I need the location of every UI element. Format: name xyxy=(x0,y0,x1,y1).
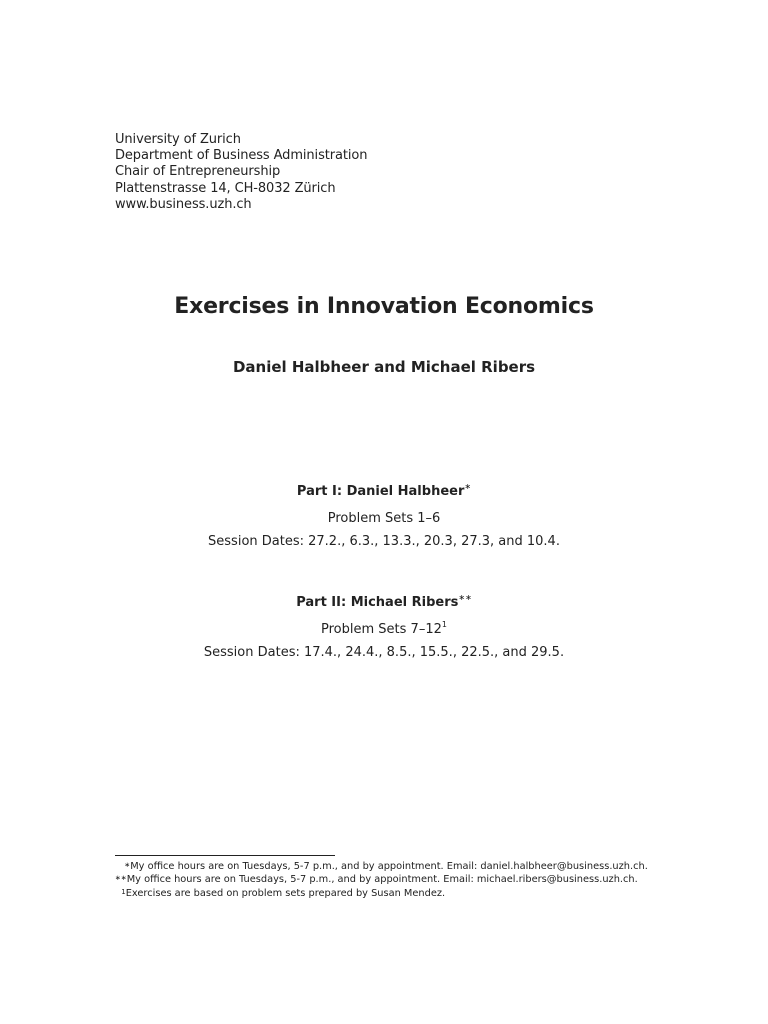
footnote-2-text: My office hours are on Tuesdays, 5-7 p.m., and by appointment. Email: michael.ribers@business.uzh.ch. xyxy=(126,874,638,886)
footnote-2 xyxy=(115,873,648,886)
part-two-problem-sets-text: Problem Sets 7–12 xyxy=(321,622,442,637)
footnote-2-mark: ∗∗ xyxy=(115,874,127,883)
part-one-problem-sets: Problem Sets 1–6 xyxy=(327,511,441,526)
street-address: Plattenstrasse 14, CH-8032 Zürich xyxy=(115,180,336,196)
footnote-3-mark: 1 xyxy=(121,887,126,896)
part-two-footnote-ref: 1 xyxy=(441,620,447,629)
department-name: Department of Business Administration xyxy=(115,148,368,164)
part-two-session-dates: Session Dates: 17.4., 24.4., 8.5., 15.5., 22.5., and 29.5. xyxy=(203,645,565,660)
footnotes xyxy=(115,860,648,900)
part-two-heading-text: Part II: Michael Ribers xyxy=(296,595,459,610)
part-one-footnote-mark: ∗ xyxy=(464,482,472,491)
part-two-section xyxy=(0,595,768,660)
document-authors: Daniel Halbheer and Michael Ribers xyxy=(232,358,536,376)
footnote-1 xyxy=(115,860,648,873)
institution-address xyxy=(115,132,367,213)
part-one-heading xyxy=(0,484,768,499)
part-two-problem-sets xyxy=(0,622,768,637)
footnote-3-text: Exercises are based on problem sets prepared by Susan Mendez. xyxy=(125,887,446,899)
part-one-section xyxy=(0,484,768,549)
document-title: Exercises in Innovation Economics xyxy=(174,294,594,319)
footnote-1-text: My office hours are on Tuesdays, 5-7 p.m., and by appointment. Email: daniel.halbheer@business.uzh.ch. xyxy=(130,861,648,872)
part-one-session-dates: Session Dates: 27.2., 6.3., 13.3., 20.3, 27.3, and 10.4. xyxy=(208,534,560,549)
part-two-footnote-mark: ∗∗ xyxy=(458,593,472,602)
chair-name: Chair of Entrepreneurship xyxy=(115,164,281,180)
website-url: www.business.uzh.ch xyxy=(115,196,252,212)
footnote-rule xyxy=(115,855,335,856)
footnote-1-mark: ∗ xyxy=(124,861,131,869)
part-one-heading-text: Part I: Daniel Halbheer xyxy=(296,484,465,499)
footnote-3 xyxy=(115,887,648,900)
university-name: University of Zurich xyxy=(115,132,241,147)
part-two-heading xyxy=(0,595,768,610)
